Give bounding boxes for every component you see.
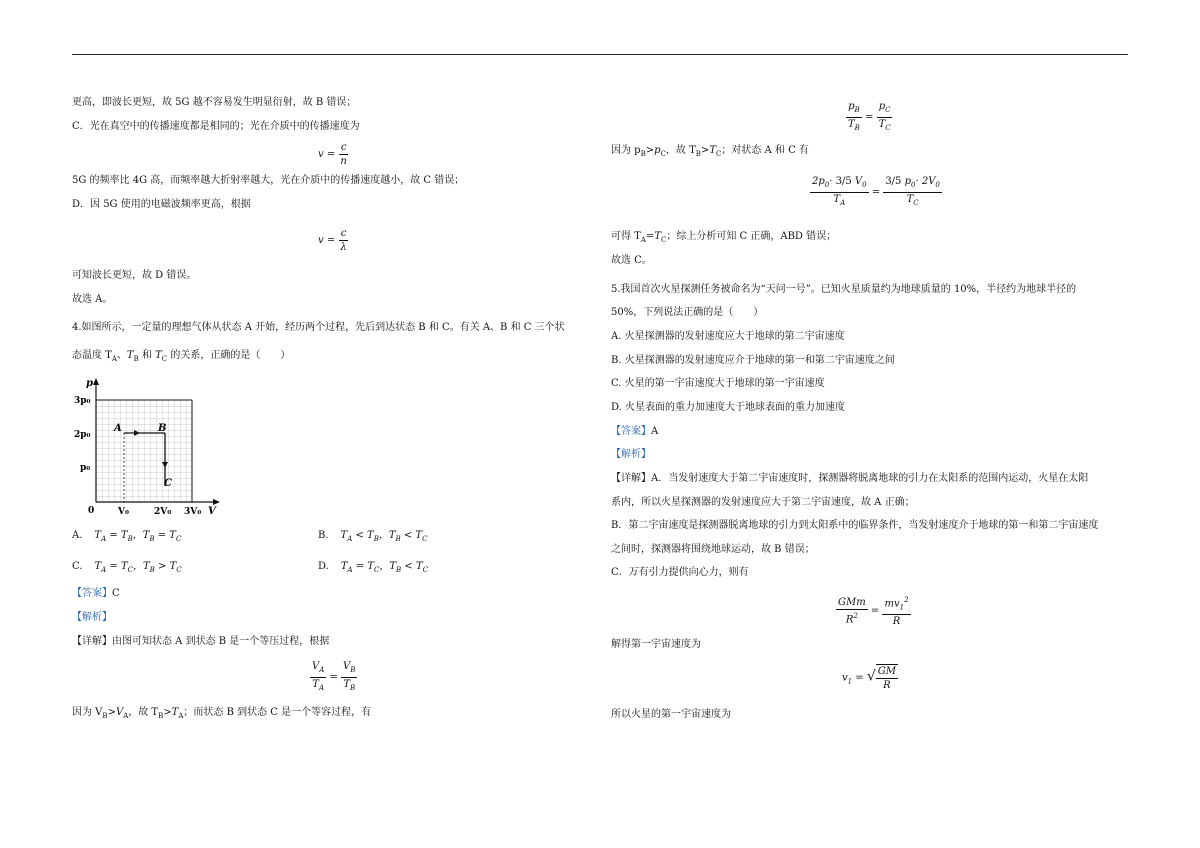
answer-line: 【答案】C [72,588,120,599]
equation-state-a-c: $\frac{2p_0\cdot 3/5 V_0}{T_A}$ = $\frac{3/5 p_0\cdot 2V_0}{T_C}$ [812,176,940,207]
point-a: A [114,423,122,434]
point-b: B [158,423,167,434]
v-axis-arrow [213,499,220,505]
text-line: 更高，即波长更短，故 5G 越不容易发生明显衍射，故 B 错误； [72,97,357,108]
option-c: C. $T_A = T_C$，$T_B > T_C$ [72,561,182,574]
text-line: C．光在真空中的传播速度都是相同的；光在介质中的传播速度为 [72,121,360,132]
text-line: 5G 的频率比 4G 高，而频率越大折射率越大，光在介质中的传播速度越小，故 C 错误； [72,175,465,186]
text-line: 可得 $T_A=T_C$；综上分析可知 C 正确，ABD 错误； [611,231,837,244]
text-line: D．因 5G 使用的电磁波频率更高，根据 [72,199,251,210]
text-line: C．万有引力提供向心力，则有 [611,567,749,578]
text-line: B．第二宇宙速度是探测器脱离地球的引力到太阳系中的临界条件，当发射速度介于地球的第一和第二宇宙速度 [611,520,1099,531]
analysis-label: 【解析】 [611,449,651,460]
equation-pb-tb: $\frac{p_B}{T_B}$ = $\frac{p_C}{T_C}$ [848,101,891,132]
axis-label-p: p [86,378,93,389]
text-line: 之间时，探测器将围绕地球运动，故 B 错误； [611,544,815,555]
tick-p0: p₀ [80,463,91,473]
tick-3p0: 3p₀ [74,396,91,406]
question-4-line1: 4.如图所示，一定量的理想气体从状态 A 开始，经历两个过程，先后到达状态 B 和 C。有关 A、B 和 C 三个状 [72,322,565,333]
option-d: D. $T_A = T_C$，$T_B < T_C$ [318,561,428,574]
question-4-line2: 态温度 $T_A$、$T_B$ 和 $T_C$ 的关系，正确的是（ ） [72,350,291,363]
analysis-label: 【解析】 [72,612,112,623]
equation-v1: $v_1$ = √ $\frac{GM}{R}$ [842,666,897,691]
text-line: 故选 A。 [72,294,113,305]
option-a: A. 火星探测器的发射速度应大于地球的第二宇宙速度 [611,331,845,342]
point-c: C [164,478,172,489]
text-line: 【详解】A．当发射速度大于第二宇宙速度时，探测器将脱离地球的引力在太阳系的范围内运动，火星在太阳 [611,473,1089,484]
question-5-line1: 5.我国首次火星探测任务被命名为“天问一号”。已知火星质量约为地球质量的 10%，半径约为地球半径的 [611,284,1077,295]
option-d: D. 火星表面的重力加速度大于地球表面的重力加速度 [611,402,846,413]
tick-origin: 0 [88,506,95,516]
equation-v-c-lambda: v = $\frac{c}{\lambda}$ [318,228,347,253]
tick-3v0: 3V₀ [184,507,202,516]
option-a: A. $T_A = T_B$，$T_B = T_C$ [72,530,182,543]
text-line: 故选 C。 [611,255,652,266]
equation-va-ta: $\frac{V_A}{T_A}$ = $\frac{V_B}{T_B}$ [312,661,356,692]
p-axis-arrow [93,378,99,385]
text-line: 【详解】由图可知状态 A 到状态 B 是一个等压过程，根据 [72,636,330,647]
tick-2p0: 2p₀ [74,430,91,440]
axis-label-v: V [208,506,216,516]
grid [96,400,192,502]
equation-gravity: $\frac{\text{GMm}}{R^2}$ = $\frac{mv_1^2}{R}$ [838,596,909,628]
option-c: C. 火星的第一宇宙速度大于地球的第一宇宙速度 [611,378,825,389]
pv-graph [72,376,222,516]
option-b: B. 火星探测器的发射速度应介于地球的第一和第二宇宙速度之间 [611,355,895,366]
tick-2v0: 2V₀ [154,507,172,516]
text-line: 可知波长更短，故 D 错误。 [72,270,197,281]
header-rule [72,54,1128,55]
question-5-line2: 50%，下列说法正确的是（ ） [611,307,764,318]
text-line: 系内，所以火星探测器的发射速度应大于第二宇宙速度，故 A 正确； [611,497,915,508]
text-line: 所以火星的第一宇宙速度为 [611,709,731,720]
equation-v-c-n: v = $\frac{c}{n}$ [318,142,347,167]
text-line: 解得第一宇宙速度为 [611,639,701,650]
option-b: B. $T_A < T_B$，$T_B < T_C$ [318,530,428,543]
text-line: 因为 $V_B>V_A$，故 $T_B>T_A$；而状态 B 到状态 C 是一个等容过程，有 [72,707,372,720]
text-line: 因为 $p_B>p_C$，故 $T_B>T_C$；对状态 A 和 C 有 [611,145,809,158]
tick-v0: V₀ [118,507,129,516]
answer-line: 【答案】A [611,426,659,437]
